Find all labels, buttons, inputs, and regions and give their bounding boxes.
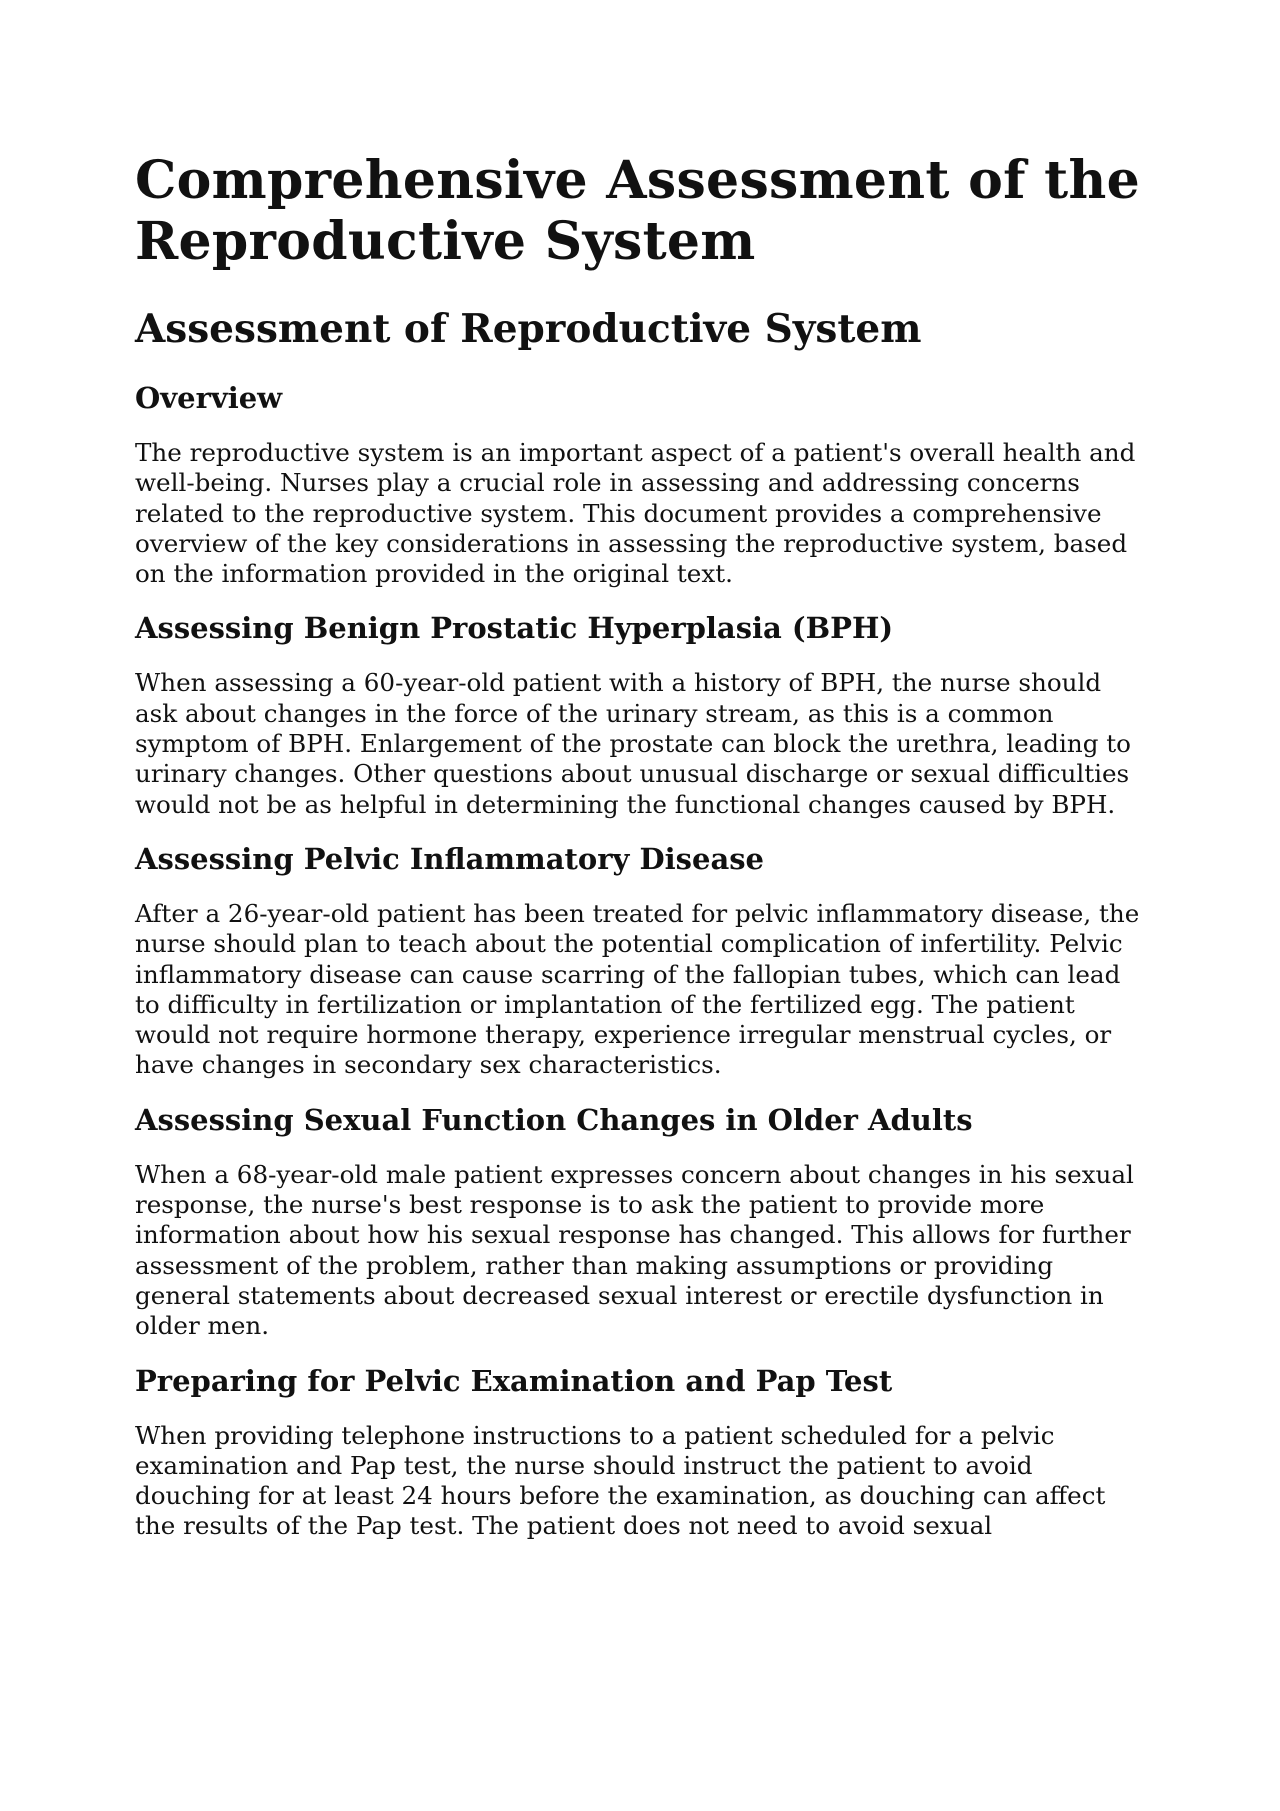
section-heading: Overview (135, 381, 283, 415)
section-sexual-function-older-adults (135, 1102, 1145, 1342)
section-paragraph: The reproductive system is an important aspect of a patient's overall health and well-being. Nurses play a crucial role in assessing and addressing concerns related to the reproductive system. This document provides a comprehensive overview of the key considerations in assessing the reproductive system, based on the information provided in the original text. (135, 438, 1136, 589)
section-pelvic-inflammatory-disease (135, 841, 1145, 1081)
section-paragraph: When providing telephone instructions to a patient scheduled for a pelvic examination and Pap test, the nurse should instruct the patient to avoid douching for at least 24 hours before the examination, as douching can affect the results of the Pap test. The patient does not need to avoid sexual (135, 1420, 1106, 1541)
section-paragraph: When a 68-year-old male patient expresses concern about changes in his sexual response, the nurse's best response is to ask the patient to provide more information about how his sexual response has changed. This allows for further assessment of the problem, rather than making assumptions or providing general statements about decreased sexual interest or erectile dysfunction in older men. (135, 1159, 1134, 1341)
section-overview (135, 380, 1145, 589)
document-subtitle: Assessment of Reproductive System (135, 306, 922, 352)
document-page (135, 150, 1145, 1563)
section-bph (135, 610, 1145, 819)
section-heading: Assessing Benign Prostatic Hyperplasia (BPH) (135, 611, 894, 646)
section-heading: Assessing Sexual Function Changes in Older Adults (135, 1102, 973, 1137)
section-pelvic-exam-pap-test (135, 1363, 1145, 1542)
section-paragraph: When assessing a 60-year-old patient with a history of BPH, the nurse should ask about changes in the force of the urinary stream, as this is a common symptom of BPH. Enlargement of the prostate can block the urethra, leading to urinary changes. Other questions about unusual discharge or sexual difficulties would not be as helpful in determining the functional changes caused by BPH. (135, 668, 1131, 819)
section-paragraph: After a 26-year-old patient has been treated for pelvic inflammatory disease, the nurse should plan to teach about the potential complication of infertility. Pelvic inflammatory disease can cause scarring of the fallopian tubes, which can lead to difficulty in fertilization or implantation of the fertilized egg. The patient would not require hormone therapy, experience irregular menstrual cycles, or have changes in secondary sex characteristics. (135, 898, 1140, 1080)
section-heading: Assessing Pelvic Inflammatory Disease (135, 841, 765, 876)
section-heading: Preparing for Pelvic Examination and Pap Test (135, 1363, 893, 1398)
document-title: Comprehensive Assessment of the Reproductive System (135, 150, 1140, 272)
